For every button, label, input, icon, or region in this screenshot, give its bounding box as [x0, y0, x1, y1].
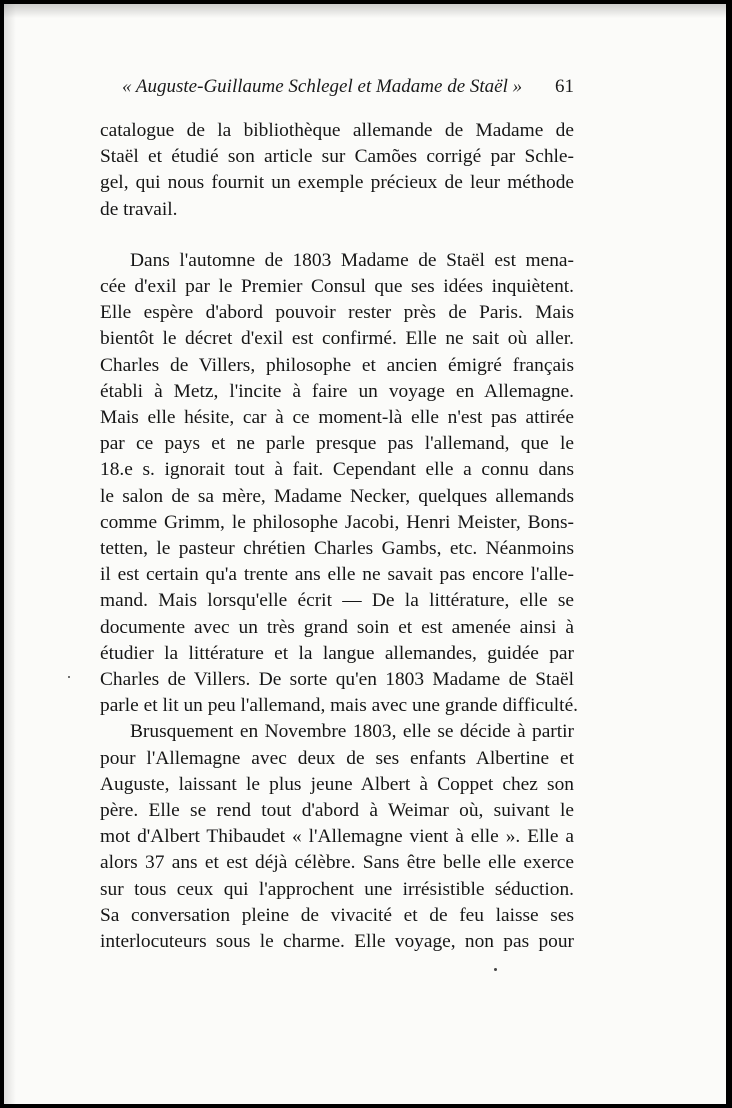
running-title: « Auguste-Guillaume Schlegel et Madame de Staël » — [122, 76, 523, 97]
paragraph — [100, 719, 574, 955]
text-line: tetten, le pasteur chrétien Charles Gambs, etc. Néanmoins — [100, 538, 574, 560]
text-line: mot d'Albert Thibaudet « l'Allemagne vient à elle ». Elle a — [100, 826, 574, 848]
text-line: pour l'Allemagne avec deux de ses enfants Albertine et — [100, 747, 574, 769]
print-speck — [68, 676, 70, 678]
text-line: Elle espère d'abord pouvoir rester près de Paris. Mais — [100, 302, 574, 324]
body-text — [100, 118, 579, 955]
text-line: catalogue de la bibliothèque allemande de Madame de — [100, 120, 574, 141]
text-line: établi à Metz, l'incite à faire un voyage en Allemagne. — [100, 380, 574, 402]
text-line: bientôt le décret d'exil est confirmé. Elle ne sait où aller. — [100, 328, 574, 350]
text-line: Staël et étudié son article sur Camões corrigé par Schle- — [100, 146, 574, 168]
text-line: Charles de Villers, philosophe et ancien émigré français — [100, 354, 574, 376]
paragraph — [100, 248, 579, 720]
text-line: comme Grimm, le philosophe Jacobi, Henri Meister, Bons- — [100, 511, 574, 533]
book-page — [4, 4, 726, 1104]
text-line: de travail. — [100, 198, 178, 220]
page-number: 61 — [555, 76, 574, 97]
text-line: il est certain qu'a trente ans elle ne savait pas encore l'alle- — [100, 564, 574, 586]
text-line: Dans l'automne de 1803 Madame de Staël est mena- — [130, 249, 574, 271]
text-line: Brusquement en Novembre 1803, elle se décide à partir — [130, 721, 574, 743]
text-line: parle et lit un peu l'allemand, mais avec une grande difficulté. — [100, 695, 579, 717]
text-line: alors 37 ans et est déjà célèbre. Sans être belle elle exerce — [100, 852, 574, 874]
text-line: 18.e s. ignorait tout à fait. Cependant elle a connu dans — [100, 459, 574, 481]
text-line: mand. Mais lorsqu'elle écrit — De la littérature, elle se — [100, 590, 574, 612]
text-line: Sa conversation pleine de vivacité et de feu laisse ses — [100, 904, 574, 926]
text-line: sur tous ceux qui l'approchent une irrésistible séduction. — [100, 878, 574, 900]
text-line: par ce pays et ne parle presque pas l'allemand, que le — [100, 433, 574, 455]
text-line: Mais elle hésite, car à ce moment-là elle n'est pas attirée — [100, 407, 574, 429]
text-line: le salon de sa mère, Madame Necker, quelques allemands — [100, 485, 574, 507]
print-speck — [494, 968, 497, 971]
text-line: Auguste, laissant le plus jeune Albert à Coppet chez son — [100, 773, 574, 795]
text-line: étudier la littérature et la langue allemandes, guidée par — [100, 642, 574, 664]
text-line: gel, qui nous fournit un exemple précieux de leur méthode — [100, 172, 574, 194]
page-top-shadow — [4, 4, 726, 18]
text-line: interlocuteurs sous le charme. Elle voyage, non pas pour — [100, 931, 574, 953]
paragraph — [100, 118, 574, 223]
running-header — [100, 76, 574, 104]
page-gutter-shadow — [4, 4, 16, 1104]
text-line: père. Elle se rend tout d'abord à Weimar où, suivant le — [100, 800, 574, 822]
text-line: Charles de Villers. De sorte qu'en 1803 Madame de Staël — [100, 669, 574, 691]
text-line: cée d'exil par le Premier Consul que ses idées inquiètent. — [100, 276, 574, 298]
text-line: documente avec un très grand soin et est amenée ainsi à — [100, 616, 574, 638]
